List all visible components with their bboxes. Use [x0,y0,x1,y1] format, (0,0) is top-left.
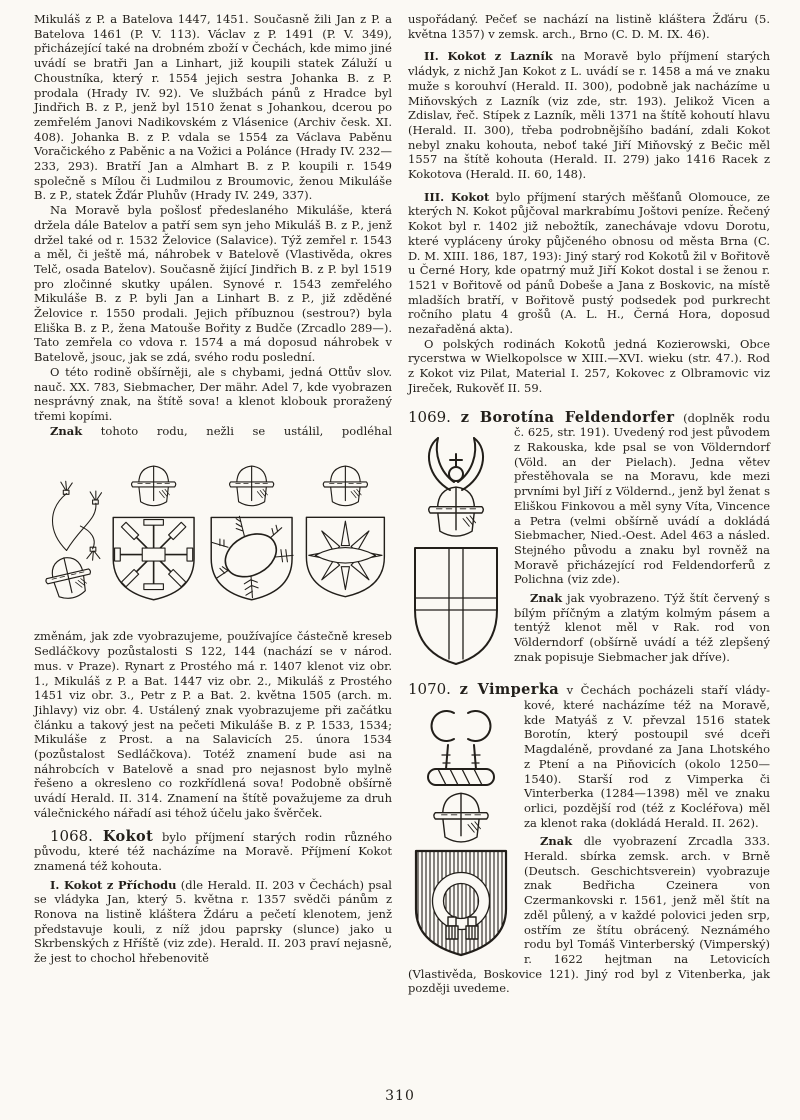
para-polske-rodiny [408,337,770,396]
heading-entry-1070 [408,682,770,698]
headword: Kokot [102,827,154,845]
text-run: v Čechách pocházeli staří vlády- [559,683,770,698]
lead-word: II. Kokot z Lazník [424,49,553,64]
lead-word: Znak [50,423,83,438]
heading-entry-1069 [408,407,770,426]
text-run: bylo příjmení starých měšťanů Olomouce, ze kterých N. Kokot půjčoval markrabímu Joštovi peníze. Řečený Kokot byl r. 1402 již nebožtík, zanechávaje vdovu Dorotu, které vypláceny úroky půjčeného obnosu od města Brna (C. D. M. XIII. 186, 187, 193): Jiný starý rod Kokotů žil v Bořitově u Černé Hory, kde opatrný muž Jiří Kokot dostal i se ženou r. 1521 v Bořitově od pánů Dobeše a Jana z Boskovic, na místě mladších bratří, v Bořitově pustý podsedek pod purkrecht ročního platu 4 grošů (A. L. H., Černá Hora, doposud nezařaděná akta). [408,189,770,337]
text-run: na Moravě bylo příjmení starých vládyk, z nichž Jan Kokot z L. uvádí se r. 1458 a má ve znaku muže s korouhví (Herald. II. 300), podobně jak nacházíme u Miňovských z Lazník (viz zde, str. 193). Jelikož Vicen a Zdislav, řeč. Stípek z Lazník, měli 1371 na štítě kohoutí hlavu (Herald. II. 300), třeba podrobnějšího badání, zdali Kokot nebyl znaku kohouta, neboť také Jiří Miňovský z Bečic měl 1557 na štítě kohouta (Herald. II. 279) jako 1416 Racek z Kokotova (Herald. II. 60, 148). [408,49,770,182]
crescent-crest-icon [432,711,491,741]
right-text-top [408,12,770,396]
para-usporadany-continuation [408,12,770,41]
helmet-with-tassels-figure [34,444,104,626]
entry-1070-heading [408,682,770,698]
para-morava-poslost [34,203,392,365]
entry-number: 1070. [408,680,460,699]
para-znak-rodu-continuation [34,629,392,820]
para-o-teto-rodine [34,365,392,424]
shield-stone-fir-twigs-figure [202,444,300,626]
entry-1069-heading [408,407,770,426]
text-run: č. 625, str. 191). Uvedený rod jest původem z Rakouska, kde psal se von Völderndorf (Völd. an der Pielach). Jedna větev přestěhovala se na Moravu, kde mezi prvními byl Jiří z Völdernd., jenž byl ženat s Eliškou Finkovou a měl syny Víta, Vincence a Petra (velmi obšírně uvádí a dokládá Siebmacher, Nied.-Oest. Adel 463 a násled. Stejného původu a znaku byl rovněž na Moravě přicházející rod Feldendorferů z Polichna (viz zde). [514,425,770,587]
para-entry-1068-kokot [34,826,392,874]
torse-icon [428,769,494,785]
cross-icon [450,454,462,467]
two-column-text [34,12,770,996]
para-znak-rodu-line [34,424,392,439]
lead-word: I. Kokot z Příchodu [50,877,177,892]
left-column [34,12,392,996]
figure-row [34,442,392,626]
text-run: dle vyobrazení Zrcadla 333. Herald. sbírka zemsk. arch. v Brně (Deutsch. Geschichtsverein) vyobrazuje znak Bedřicha Czeinera von Czermankovski r. 1561, jenž měl štít na zděl půlený, a v každé polovici jeden srp, ostřím ze štítu obrácený. Neznámého rodu byl Tomáš Vinterberský (Vimperský) r. 1622 hejtman na Letovicích (Vlastivěda, Boskovice 121). Jiný rod byl z Vitenberka, jak později uvedeme. [408,834,770,996]
headword: z Vimperka [459,681,560,699]
text-run: Mikuláš z P. a Batelova 1447, 1451. Současně žili Jan z P. a Batelova 1461 (P. V. 113). Václav z P. 1491 (P. V. 349), přicházející také na drobném zboží v Čechách, kde mimo jiné uvádí se bratři Jan a Linhart, již koupili statek Záluží u Choustníka, který r. 1554 jejich sestra Johanka B. z P. prodala (Hrady IV. 92). Ve službách pánů z Hradce byl Jindřich B. z P., jenž byl 1510 ženat s Johankou, dcerou po zemřelém Janovi Nadikovském z Vlásenice (Archiv česk. XI. 408). Johanka B. z P. vdala se 1554 za Václava Paběnu Voračického z Paběnic a na Vožici a Polánce (Hrady IV. 232—233, 293). Bratří Jan a Almhart B. z P. koupili r. 1549 společně s Mílou či Ludmilou z Broumovic, ženou Mikuláše B. z P., statek Žďár Pluhův (Hrady IV. 249, 337). [34,12,392,203]
text-run: změnám, jak zde vyobrazujeme, používajíce částečně kreseb Sedláčkovy pozůstalosti S 122, 144 (nachází se v národ. mus. v Praze). Rynart z Prostého má r. 1407 klenot viz obr. 1., Mikuláš z P. a Bat. 1447 viz obr. 2., Mikuláš z Prostého 1451 viz obr. 3., Petr z P. a Bat. 2. května 1505 (arch. m. Jihlavy) viz obr. 4. Ustálený znak vyobrazujeme při začátku článku a takový jest na pečeti Mikuláše B. z P. 1533, 1534; Mikuláše z Prost. a na Salavicích 25. února 1534 (pozůstalost Sedláčkova). Totéž znamení bude asi na náhrobcích v Batelově a snad pro nejasnost bylo mylně řešeno a okresleno co rozkřídlená sova! Podobně obšírně uvádí Herald. II. 314. Znamení na štítě považujeme za druh válečnického nářadí asi téhož účelu jako švěrček. [34,629,392,820]
page-number: 310 [385,1088,415,1105]
text-run: bylo příjmení starých rodin různého původu, které též nacházíme na Moravě. Příjmení Kokot znamená též kohouta. [34,829,392,873]
shield-spiked-star-figure [299,444,392,626]
headword: z Borotína Feldendorfer [460,408,675,426]
para-batelov-continuation [34,12,392,203]
text-run: Na Moravě byla pošlosť předeslaného Mikuláše, která držela dále Batelov a patří sem syn jeho Mikuláš B. z P., jenž držel také od r. 1532 Želovice (Salavice). Týž zemřel r. 1543 a měl, či ještě má, náhrobek v Batelově (Vlastivěda, okres Telč, osada Batelov). Současně žijící Jindřich B. z P. byl 1519 pro zločinné skutky upálen. Synové r. 1543 zemřelého Mikuláše B. z P. byli Jan a Linhart B. z P., již zděděné Želovice r. 1550 prodali. Jejich příbuznou (sestrou?) byla Eliška B. z P., žena Matouše Bořity z Budče (Zrcadlo 289—). Tato zemřela co vdova r. 1574 a má doposud náhrobek v Batelově, jsouc, jak se zdá, svého rodu poslední. [34,203,392,365]
text-run: jak vyobrazeno. Týž štít červený s bílým příčným a zlatým kolmým pásem a tentýž klenot měl v Rak. rod von Völderndorf (obšírně uvádí a též zlepšený znak popisuje Siebmacher jak dříve). [514,591,770,664]
para-kokot-z-laznik [408,49,770,181]
entry-1069 [408,407,770,671]
para-kokot-z-prichodu [34,878,392,966]
text-run: kové, které nacházíme též na Moravě, kde Matyáš z V. převzal 1516 statek Borotín, který postoupil své dceři Magdaléně, provdané za Jana Lhotského z Ptení a na Piňovicích (okolo 1250—1540). Starší rod z Vimperka či Vinterberka (1284—1398) měl ve znaku orlici, pozdější rod (též z Kocléřova) měl za klenot raka (dokládá Herald. II. 262). [524,697,770,830]
lead-word: III. Kokot [424,189,490,204]
vimperka-arms-figure [408,701,514,959]
entry-number: 1068. [50,826,103,845]
right-column [408,12,770,996]
left-text-bottom [34,629,392,965]
text-run: O této rodině obšírněji, ale s chybami, jedná Ottův slov. nauč. XX. 783, Siebmacher, Der mähr. Adel 7, kde vyobrazen nesprávný znak, na štítě sova! a klenot klobouk proražený třemi kopími. [34,364,392,423]
entry-1070 [408,682,770,996]
text-run: uspořádaný. Pečeť se nachází na listině kláštera Žďáru (5. května 1357) v zemsk. arch., Brno (C. D. M. IX. 46). [408,12,770,41]
lead-word: Znak [540,834,573,849]
left-text-top [34,12,392,438]
tassel-icon [61,482,102,561]
text-run: tohoto rodu, nežli se ustálil, podléhal [82,423,392,438]
text-run: (dle Herald. II. 203 v Čechách) psal se vládyka Jan, který 5. května r. 1357 svědči pánům z Ronova na listině kláštera Ždáru a pečetí klenotem, jenž představuje kouli, z níž jdou paprsky (slunce) jako u Skrbenských z Hříště (viz zde). Herald. II. 203 praví nejasně, že jest to chochol hřebenovitě [34,877,392,966]
borotina-feldendorfer-arms-figure [408,428,504,668]
para-kokot-olomouc [408,190,770,337]
text-run: O polských rodinách Kokotů jedná Kozierowski, Obce rycerstwa w Wielkopolsce w XIII.—XVI. wieku (str. 47.). Rod z Kokot viz Pilat, Material I. 257, Kokovec z Olbramovic viz Jireček, Rukověť II. 59. [408,336,770,395]
entry-number: 1069. [408,407,461,426]
shield-crossed-hammers-figure [104,444,202,626]
text-run: (doplněk rodu [674,410,770,425]
lead-word: Znak [530,591,563,606]
